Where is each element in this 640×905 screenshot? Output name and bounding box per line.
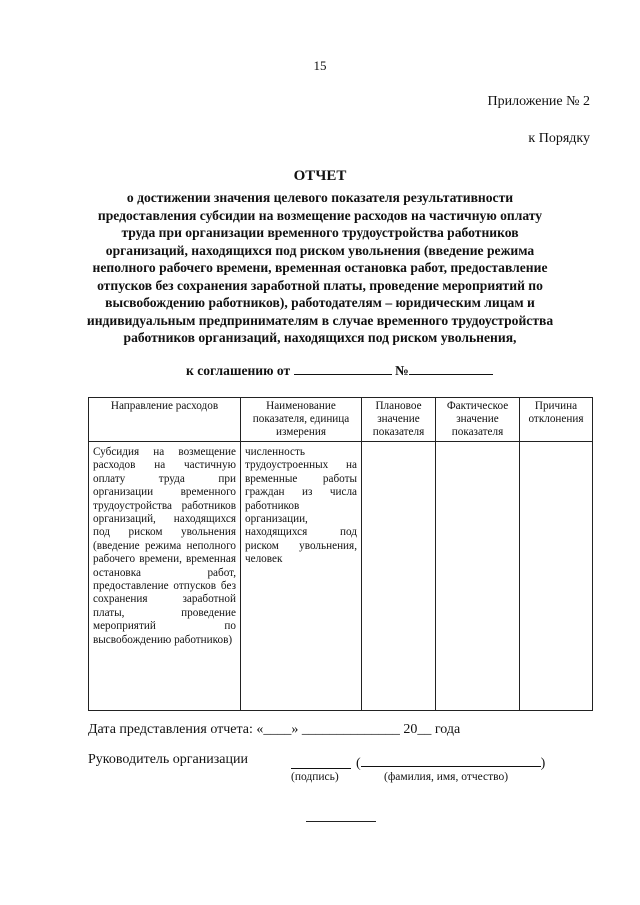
cell-planned	[362, 442, 436, 711]
cell-reason	[520, 442, 593, 711]
header-planned: Плановое значение показателя	[362, 398, 436, 442]
submission-date-line	[88, 722, 460, 738]
report-subtitle: о достижении значения целевого показателя результативности предоставления субсидии на возмещение расходов на частичную оплату труда при организации временного трудоустройства работников организаций, находящихся под риском увольнения (введение режима неполного рабочего времени, временная остановка работ, предоставление отпусков без сохранения заработной платы, проведение мероприятий по высвобождению работников), работодателям – юридическим лицам и индивидуальным предпринимателям в случае временного трудоустройства работников организаций, находящихся под риском увольнения,	[86, 190, 554, 345]
agreement-number-blank	[409, 361, 493, 375]
table-row	[89, 442, 593, 711]
page-number: 15	[313, 58, 327, 73]
agreement-prefix: к соглашению от	[186, 363, 291, 378]
date-template: «____» ______________ 20__ года	[256, 722, 461, 737]
report-title: ОТЧЕТ	[293, 168, 347, 184]
bottom-divider	[306, 821, 376, 822]
signature-caption: (подпись)	[291, 771, 339, 783]
cell-direction: Субсидия на возмещение расходов на частичную оплату труда при организации временного трудоустройства работников организаций, находящихся под риском увольнения (введение режима неполного рабочего времени, временная остановка работ, предоставление отпусков без сохранения заработной платы, проведение мероприятий по высвобождению работников)	[89, 442, 241, 711]
name-field: ( )	[356, 752, 545, 772]
agreement-number-sign: №	[395, 363, 409, 378]
appendix-label: Приложение № 2	[487, 94, 590, 109]
head-label: Руководитель организации	[88, 752, 248, 767]
agreement-line	[186, 361, 493, 379]
cell-actual	[436, 442, 520, 711]
agreement-date-blank	[294, 361, 392, 375]
report-table	[88, 397, 593, 711]
header-reason: Причина отклонения	[520, 398, 593, 442]
header-actual: Фактическое значение показателя	[436, 398, 520, 442]
cell-indicator: численность трудоустроенных на временные работы граждан из числа работников организации, находящихся под риском увольнения, человек	[241, 442, 362, 711]
date-label: Дата представления отчета:	[88, 722, 253, 737]
table-header-row	[89, 398, 593, 442]
name-blank	[361, 752, 541, 767]
signature-blank	[291, 752, 351, 769]
name-caption: (фамилия, имя, отчество)	[384, 771, 509, 783]
header-direction: Направление расходов	[89, 398, 241, 442]
header-indicator: Наименование показателя, единица измерения	[241, 398, 362, 442]
order-reference: к Порядку	[528, 131, 590, 146]
